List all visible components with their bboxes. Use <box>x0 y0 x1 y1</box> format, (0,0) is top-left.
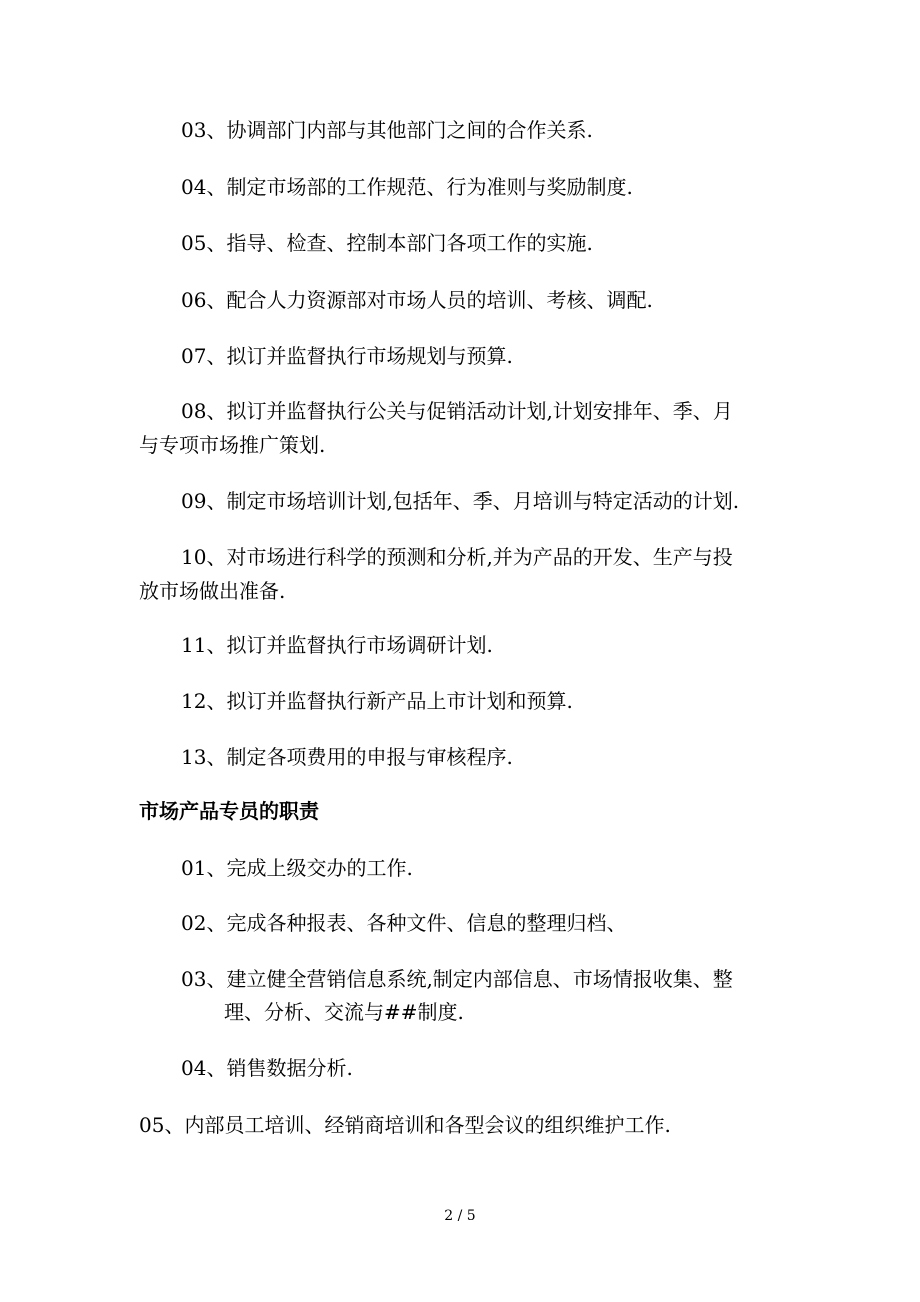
duty-item-09: 09、制定市场培训计划,包括年、季、月培训与特定活动的计划. <box>181 489 740 513</box>
specialist-item-03: 03、建立健全营销信息系统,制定内部信息、市场情报收集、整 <box>181 967 733 991</box>
specialist-item-01: 01、完成上级交办的工作. <box>181 856 413 880</box>
duty-item-10-cont: 放市场做出准备. <box>139 579 286 603</box>
duty-item-08-cont: 与专项市场推广策划. <box>139 433 326 457</box>
specialist-item-04: 04、销售数据分析. <box>181 1056 353 1080</box>
specialist-item-05: 05、内部员工培训、经销商培训和各型会议的组织维护工作. <box>139 1113 671 1137</box>
duty-item-07: 07、拟订并监督执行市场规划与预算. <box>181 344 513 368</box>
duty-item-11: 11、拟订并监督执行市场调研计划. <box>181 633 493 657</box>
duty-item-05: 05、指导、检查、控制本部门各项工作的实施. <box>181 231 593 255</box>
duty-item-10: 10、对市场进行科学的预测和分析,并为产品的开发、生产与投 <box>181 545 733 569</box>
page-number: 2 / 5 <box>444 1208 476 1224</box>
duty-item-12: 12、拟订并监督执行新产品上市计划和预算. <box>181 689 573 713</box>
duty-item-13: 13、制定各项费用的申报与审核程序. <box>181 745 513 769</box>
section-heading: 市场产品专员的职责 <box>139 799 319 823</box>
specialist-item-03-cont: 理、分析、交流与##制度. <box>224 1000 464 1024</box>
duty-item-03: 03、协调部门内部与其他部门之间的合作关系. <box>181 118 593 142</box>
specialist-item-02: 02、完成各种报表、各种文件、信息的整理归档、 <box>181 911 627 935</box>
duty-item-06: 06、配合人力资源部对市场人员的培训、考核、调配. <box>181 288 653 312</box>
duty-item-04: 04、制定市场部的工作规范、行为准则与奖励制度. <box>181 175 633 199</box>
duty-item-08: 08、拟订并监督执行公关与促销活动计划,计划安排年、季、月 <box>181 399 733 423</box>
